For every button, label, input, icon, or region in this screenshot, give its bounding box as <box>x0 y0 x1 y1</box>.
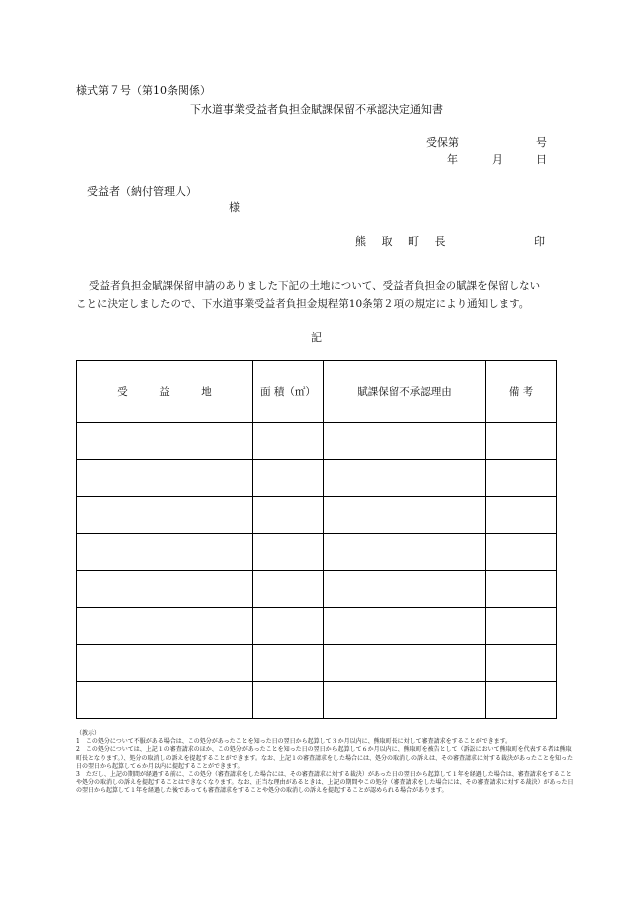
date-year: 年 <box>447 153 458 166</box>
area-cell[interactable] <box>253 682 324 719</box>
table-row <box>77 608 557 645</box>
remarks-cell[interactable] <box>486 534 557 571</box>
table-row <box>77 571 557 608</box>
table-row <box>77 645 557 682</box>
remarks-cell[interactable] <box>486 682 557 719</box>
reference-prefix: 受保第 <box>426 136 459 149</box>
area-cell[interactable] <box>253 460 324 497</box>
reason-cell[interactable] <box>324 423 486 460</box>
notes-heading: （教示） <box>76 730 101 737</box>
body-line-1: 受益者負担金賦課保留申請のありました下記の土地について、受益者負担金の賦課を保留しない <box>89 280 541 292</box>
reference-suffix: 号 <box>536 136 547 149</box>
table-row <box>77 534 557 571</box>
land-cell[interactable] <box>77 682 253 719</box>
table-header-row <box>77 361 557 423</box>
table-row <box>77 497 557 534</box>
area-cell[interactable] <box>253 497 324 534</box>
area-cell[interactable] <box>253 534 324 571</box>
reason-cell[interactable] <box>324 608 486 645</box>
table-row <box>77 423 557 460</box>
ki-label: 記 <box>311 331 322 344</box>
form-label: 様式第７号（第10条関係） <box>76 84 211 97</box>
sender-name: 熊 取 町 長 <box>355 235 452 248</box>
reason-cell[interactable] <box>324 497 486 534</box>
remarks-cell[interactable] <box>486 497 557 534</box>
header-area: 面 積（㎡） <box>253 361 324 423</box>
area-cell[interactable] <box>253 571 324 608</box>
area-cell[interactable] <box>253 645 324 682</box>
reason-cell[interactable] <box>324 534 486 571</box>
land-cell[interactable] <box>77 571 253 608</box>
land-cell[interactable] <box>77 423 253 460</box>
reason-cell[interactable] <box>324 460 486 497</box>
reason-cell[interactable] <box>324 682 486 719</box>
date-month: 月 <box>492 153 503 166</box>
remarks-cell[interactable] <box>486 460 557 497</box>
reason-cell[interactable] <box>324 645 486 682</box>
recipient-label: 受益者（納付管理人） <box>87 185 197 198</box>
remarks-cell[interactable] <box>486 571 557 608</box>
remarks-cell[interactable] <box>486 423 557 460</box>
land-table <box>76 360 557 719</box>
land-cell[interactable] <box>77 608 253 645</box>
land-cell[interactable] <box>77 460 253 497</box>
land-cell[interactable] <box>77 497 253 534</box>
land-cell[interactable] <box>77 534 253 571</box>
header-remarks: 備 考 <box>486 361 557 423</box>
header-land: 受 益 地 <box>77 361 253 423</box>
note-item-3: 3 ただし、上記の期間が経過する前に、この処分（審査請求をした場合には、その審査請求に対する裁決）があった日の翌日から起算して１年を経過した場合は、審査請求をすることや処分の取消しの訴えを提起することはできなくなります。なお、正当な理由があるときは、上記の期間やこの処分（審査請求をした場合には、その審査請求に対する裁決）があった日の翌日から起算して１年を経過した後であっても審査請求をすることや処分の取消しの訴えを提起することが認められる場合があります。 <box>76 771 574 795</box>
date-day: 日 <box>536 153 547 166</box>
recipient-honorific: 様 <box>229 201 240 214</box>
area-cell[interactable] <box>253 608 324 645</box>
table-row <box>77 682 557 719</box>
remarks-cell[interactable] <box>486 608 557 645</box>
note-item-2: 2 この処分については、上記１の審査請求のほか、この処分があったことを知った日の翌日から起算して６か月以内に、熊取町を被告として（訴訟において熊取町を代表する者は熊取町長となります。）、処分の取消しの訴えを提起することができます。なお、上記１の審査請求をした場合には、処分の取消しの訴えは、その審査請求に対する裁決があったことを知った日の翌日から起算して６か月以内に提起することができます。 <box>76 746 573 770</box>
reason-cell[interactable] <box>324 571 486 608</box>
remarks-cell[interactable] <box>486 645 557 682</box>
land-cell[interactable] <box>77 645 253 682</box>
instruction-notes <box>76 730 576 796</box>
note-item-1: 1 この処分について不服がある場合は、この処分があったことを知った日の翌日から起算して３か月以内に、熊取町長に対して審査請求をすることができます。 <box>76 738 512 746</box>
header-reason: 賦課保留不承認理由 <box>324 361 486 423</box>
body-line-2: ことに決定しましたので、下水道事業受益者負担金規程第10条第２項の規定により通知します。 <box>76 298 530 310</box>
area-cell[interactable] <box>253 423 324 460</box>
seal-mark: 印 <box>534 235 545 248</box>
table-row <box>77 460 557 497</box>
document-title: 下水道事業受益者負担金賦課保留不承認決定通知書 <box>190 103 443 116</box>
